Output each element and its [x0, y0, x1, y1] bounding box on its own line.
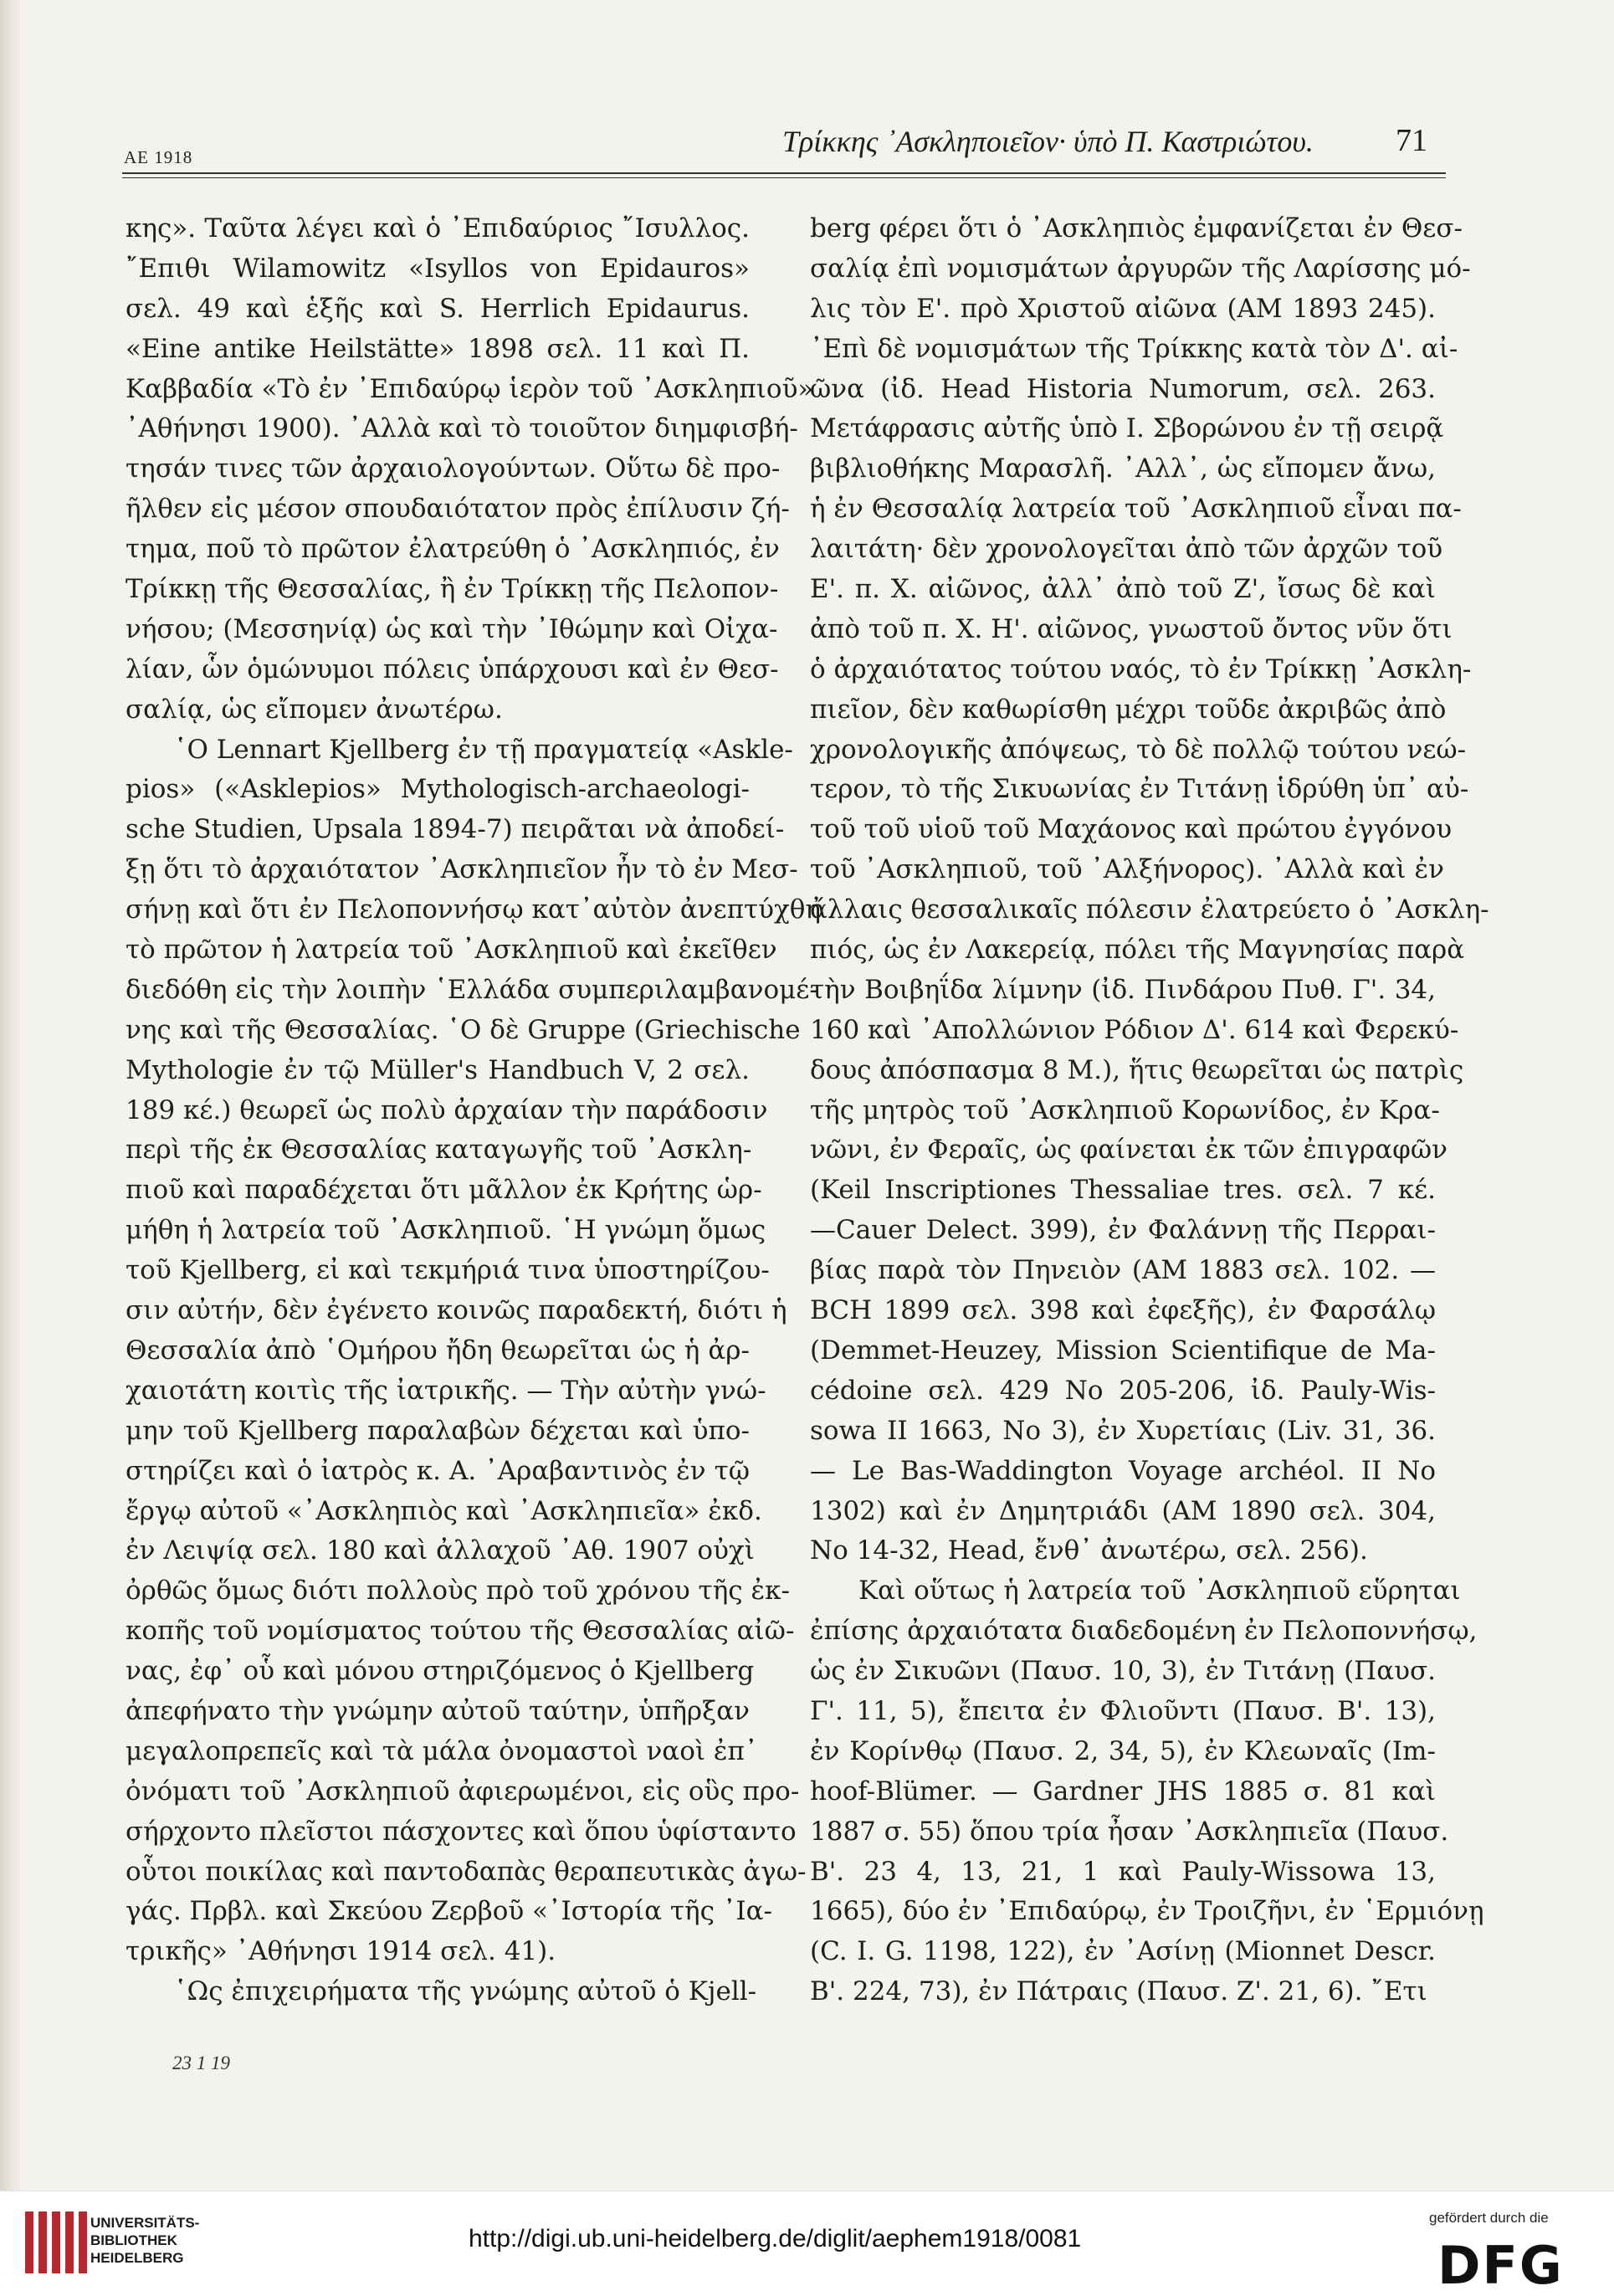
- text-line: 1665), δύο ἐν ᾿Επιδαύρῳ, ἐν Τροιζῆνι, ἐν ῾Ερμιόνῃ: [810, 1896, 1484, 1927]
- text-line: σιν αὐτήν, δὲν ἐγένετο κοινῶς παραδεκτή, διότι ἡ: [126, 1295, 787, 1326]
- text-line: Καὶ οὕτως ἡ λατρεία τοῦ ᾿Ασκληπιοῦ εὕρηται: [858, 1576, 1461, 1607]
- text-line: ἀπεφήνατο τὴν γνώμην αὐτοῦ ταύτην, ὑπῆρξαν: [126, 1695, 750, 1726]
- left-text-column: [126, 209, 821, 2012]
- text-line: χρονολογικῆς ἀπόψεως, τὸ δὲ πολλῷ τούτου νεώ-: [810, 734, 1467, 765]
- text-line: κοπῆς τοῦ νομίσματος τούτου τῆς Θεσσαλίας αἰῶ-: [126, 1616, 795, 1647]
- text-line: μεγαλοπρεπεῖς καὶ τὰ μάλα ὀνομαστοὶ ναοὶ ἐπ᾽: [126, 1735, 758, 1766]
- text-line: ῎Επιθι Wilamowitz «Isyllos von Epidauros»: [126, 253, 750, 284]
- library-name-line: HEIDELBERG: [90, 2250, 184, 2266]
- text-line: στηρίζει καὶ ὁ ἰατρὸς κ. Α. ᾿Αραβαντινὸς ἐν τῷ: [126, 1455, 750, 1486]
- text-line: (C. I. G. 1198, 122), ἐν ᾿Ασίνῃ (Mionnet Descr.: [810, 1936, 1436, 1967]
- text-line: σαλίᾳ ἐπὶ νομισμάτων ἀργυρῶν τῆς Λαρίσσης μό-: [810, 253, 1471, 284]
- text-line: λις τὸν Ε'. πρὸ Χριστοῦ αἰῶνα (ΑΜ 1893 245).: [810, 293, 1436, 324]
- text-line: hoof-Blümer. — Gardner JHS 1885 σ. 81 καὶ: [810, 1776, 1436, 1807]
- text-line: δους ἀπόσπασμα 8 Μ.), ἥτις θεωρεῖται ὡς πατρὶς: [810, 1054, 1464, 1085]
- text-line: ᾿Αθήνησι 1900). ᾿Αλλὰ καὶ τὸ τοιοῦτον διημφισβή-: [126, 413, 798, 444]
- text-line: ῆλθεν εἰς μέσον σπουδαιότατον πρὸς ἐπίλυσιν ζή-: [126, 494, 790, 525]
- text-line: λαιτάτη· δὲν χρονολογεῖται ἀπὸ τῶν ἀρχῶν τοῦ: [810, 534, 1443, 565]
- text-line: ὡς ἐν Σικυῶνι (Παυσ. 10, 3), ἐν Τιτάνῃ (Παυσ.: [810, 1656, 1436, 1687]
- text-line: Mythologie ἐν τῷ Müller's Handbuch V, 2 σελ.: [126, 1054, 750, 1085]
- text-line: ἐν Λειψίᾳ σελ. 180 καὶ ἀλλαχοῦ ᾿Αθ. 1907 οὐχὶ: [126, 1535, 755, 1566]
- page-number: 71: [1396, 123, 1427, 158]
- text-line: μήθη ἡ λατρεία τοῦ ᾿Ασκληπιοῦ. ῾Η γνώμη ὅμως: [126, 1215, 766, 1246]
- dfg-logo: DFG: [1437, 2235, 1564, 2296]
- text-line: χαιοτάτη κοιτὶς τῆς ἰατρικῆς. — Τὴν αὐτὴν γνώ-: [126, 1375, 766, 1406]
- printer-signature-mark: 23 1 19: [172, 2053, 230, 2073]
- text-line: ἀπὸ τοῦ π. Χ. Η'. αἰῶνος, γνωστοῦ ὄντος νῦν ὅτι: [810, 613, 1453, 644]
- text-line: BCH 1899 σελ. 398 καὶ ἐφεξῆς), ἐν Φαρσάλῳ: [810, 1295, 1436, 1326]
- text-line: περὶ τῆς ἐκ Θεσσαλίας καταγωγῆς τοῦ ᾿Ασκλη-: [126, 1135, 752, 1166]
- text-line: λίαν, ὧν ὁμώνυμοι πόλεις ὑπάρχουσι καὶ ἐν Θεσ-: [126, 653, 779, 684]
- text-line: τὴν Βοιβηΐδα λίμνην (ἰδ. Πινδάρου Πυθ. Γ'. 34,: [810, 974, 1436, 1005]
- text-line: σελ. 49 καὶ ἑξῆς καὶ S. Herrlich Epidaurus.: [126, 293, 750, 324]
- text-line: τὸ πρῶτον ἡ λατρεία τοῦ ᾿Ασκληπιοῦ καὶ ἐκεῖθεν: [126, 935, 777, 966]
- journal-volume-label: ΑΕ 1918: [124, 147, 193, 167]
- text-line: 160 καὶ ᾿Απολλώνιον Ρόδιον Δ'. 614 καὶ Φερεκύ-: [810, 1014, 1459, 1045]
- text-line: νης καὶ τῆς Θεσσαλίας. ῾Ο δὲ Gruppe (Griechische: [126, 1014, 801, 1045]
- text-line: 189 κέ.) θεωρεῖ ὡς πολὺ ἀρχαίαν τὴν παράδοσιν: [126, 1094, 768, 1125]
- logo-bar: [65, 2211, 74, 2273]
- text-line: ῾Ως ἐπιχειρήματα τῆς γνώμης αὐτοῦ ὁ Kjell-: [174, 1976, 757, 2007]
- text-line: βίας παρὰ τὸν Πηνειὸν (ΑΜ 1883 σελ. 102. —: [810, 1255, 1436, 1286]
- text-line: τρικῆς» ᾿Αθήνησι 1914 σελ. 41).: [126, 1936, 556, 1967]
- text-line: (Demmet-Heuzey, Mission Scientifique de Ma-: [810, 1335, 1436, 1366]
- right-text-column: [810, 209, 1489, 2012]
- running-head-title: Τρίκκης ᾽Ασκληποιεῖον· ὑπὸ Π. Καστριώτου.: [782, 125, 1314, 158]
- logo-bar: [79, 2211, 87, 2273]
- text-line: νας, ἐφ᾽ οὗ καὶ μόνου στηριζόμενος ὁ Kjellberg: [126, 1656, 755, 1687]
- text-line: Θεσσαλία ἀπὸ ῾Ομήρου ἤδη θεωρεῖται ὡς ἡ ἀρ-: [126, 1335, 750, 1366]
- text-line: τῆς μητρὸς τοῦ ᾿Ασκληπιοῦ Κορωνίδος, ἐν Κρα-: [810, 1094, 1440, 1125]
- text-line: πιεῖον, δὲν καθωρίσθη μέχρι τοῦδε ἀκριβῶς ἀπὸ: [810, 694, 1447, 725]
- logo-bar: [38, 2211, 47, 2273]
- text-line: κης». Ταῦτα λέγει καὶ ὁ ᾿Επιδαύριος ῎Ισυλλος.: [126, 213, 750, 243]
- text-line: ὀνόματι τοῦ ᾿Ασκληπιοῦ ἀφιερωμένοι, εἰς οὓς προ-: [126, 1776, 800, 1807]
- text-line: 1887 σ. 55) ὅπου τρία ἦσαν ᾿Ασκληπιεῖα (Παυσ.: [810, 1816, 1449, 1847]
- text-line: Νο 14-32, Head, ἔνθ᾽ ἀνωτέρω, σελ. 256).: [810, 1535, 1368, 1566]
- logo-bar: [52, 2211, 60, 2273]
- text-line: βιβλιοθήκης Μαρασλῆ. ᾿Αλλ᾽, ὡς εἴπομεν ἄνω,: [810, 454, 1436, 484]
- text-line: ἐπίσης ἀρχαιότατα διαδεδομένη ἐν Πελοποννήσῳ,: [810, 1616, 1478, 1647]
- text-line: —Cauer Delect. 399), ἐν Φαλάννῃ τῆς Περραι-: [810, 1215, 1436, 1246]
- text-line: τησάν τινες τῶν ἀρχαιολογούντων. Οὕτω δὲ προ-: [126, 454, 781, 484]
- header-rule-bottom: [122, 177, 1446, 178]
- text-line: ξῃ ὅτι τὸ ἀρχαιότατον ᾿Ασκληπιεῖον ἦν τὸ ἐν Μεσ-: [126, 854, 798, 885]
- library-name-line: BIBLIOTHEK: [90, 2232, 177, 2248]
- text-line: τημα, ποῦ τὸ πρῶτον ἐλατρεύθη ὁ ᾿Ασκληπιός, ἐν: [126, 534, 780, 565]
- funded-by-label: gefördert durch die: [1429, 2210, 1549, 2226]
- text-line: berg φέρει ὅτι ὁ ᾿Ασκληπιὸς ἐμφανίζεται ἐν Θεσ-: [810, 213, 1463, 243]
- text-line: pios» («Asklepios» Mythologisch-archaeologi-: [126, 774, 750, 805]
- text-line: (Keil Inscriptiones Thessaliae tres. σελ. 7 κέ.: [810, 1175, 1436, 1206]
- text-line: Γ'. 11, 5), ἔπειτα ἐν Φλιοῦντι (Παυσ. Β'. 13),: [810, 1695, 1436, 1726]
- text-line: Τρίκκῃ τῆς Θεσσαλίας, ἢ ἐν Τρίκκῃ τῆς Πελοπον-: [126, 574, 779, 605]
- text-line: ῶνα (ἰδ. Head Historia Numorum, σελ. 263.: [810, 373, 1436, 404]
- text-line: Ε'. π. Χ. αἰῶνος, ἀλλ᾽ ἀπὸ τοῦ Ζ', ἴσως δὲ καὶ: [810, 574, 1436, 605]
- text-line: Μετάφρασις αὐτῆς ὑπὸ Ι. Σβορώνου ἐν τῇ σειρᾷ: [810, 413, 1444, 444]
- scan-edge-shadow: [0, 0, 22, 2192]
- text-line: Β'. 23 4, 13, 21, 1 καὶ Pauly-Wissowa 13,: [810, 1856, 1436, 1887]
- text-line: νήσου; (Μεσσηνίᾳ) ὡς καὶ τὴν ᾿Ιθώμην καὶ Οἰχα-: [126, 613, 778, 644]
- text-line: τοῦ Kjellberg, εἰ καὶ τεκμήριά τινα ὑποστηρίζου-: [126, 1255, 770, 1286]
- text-line: — Le Bas-Waddington Voyage archéol. II Νο: [810, 1455, 1436, 1486]
- text-line: σαλίᾳ, ὡς εἴπομεν ἀνωτέρω.: [126, 694, 503, 725]
- text-line: νῶνι, ἐν Φεραῖς, ὡς φαίνεται ἐκ τῶν ἐπιγραφῶν: [810, 1135, 1447, 1166]
- text-line: «Eine antike Heilstätte» 1898 σελ. 11 καὶ Π.: [126, 333, 750, 364]
- text-line: 1302) καὶ ἐν Δημητριάδι (ΑΜ 1890 σελ. 304,: [810, 1495, 1436, 1526]
- library-name: [90, 2214, 199, 2267]
- text-line: ἡ ἐν Θεσσαλίᾳ λατρεία τοῦ ᾿Ασκληπιοῦ εἶναι πα-: [810, 494, 1462, 525]
- header-rule-top: [122, 172, 1446, 174]
- text-line: Β'. 224, 73), ἐν Πάτραις (Παυσ. Ζ'. 21, 6). ῎Ετι: [810, 1976, 1427, 2007]
- text-line: ἔργῳ αὐτοῦ «᾿Ασκληπιὸς καὶ ᾿Ασκληπιεῖα» ἐκδ.: [126, 1495, 762, 1526]
- text-line: πιός, ὡς ἐν Λακερείᾳ, πόλει τῆς Μαγνησίας παρὰ: [810, 935, 1465, 966]
- digitization-footer: [0, 2191, 1614, 2296]
- text-line: τερον, τὸ τῆς Σικυωνίας ἐν Τιτάνῃ ἱδρύθη ὑπ᾽ αὐ-: [810, 774, 1469, 805]
- text-line: ᾿Επὶ δὲ νομισμάτων τῆς Τρίκκης κατὰ τὸν Δ'. αἰ-: [810, 333, 1458, 364]
- text-line: διεδόθη εἰς τὴν λοιπὴν ῾Ελλάδα συμπεριλαμβανομέ-: [126, 974, 818, 1005]
- text-line: πιοῦ καὶ παραδέχεται ὅτι μᾶλλον ἐκ Κρήτης ὡρ-: [126, 1175, 762, 1206]
- text-line: γάς. Πρβλ. καὶ Σκεύου Ζερβοῦ «᾿Ιστορία τῆς ᾿Ια-: [126, 1896, 773, 1927]
- text-line: ὁ ἀρχαιότατος τούτου ναός, τὸ ἐν Τρίκκῃ ᾿Ασκλη-: [810, 653, 1472, 684]
- text-line: οὗτοι ποικίλας καὶ παντοδαπὰς θεραπευτικὰς ἀγω-: [126, 1856, 807, 1887]
- text-line: ὀρθῶς ὅμως διότι πολλοὺς πρὸ τοῦ χρόνου τῆς ἐκ-: [126, 1576, 790, 1607]
- text-line: cédoine σελ. 429 Νο 205-206, ἰδ. Pauly-Wis-: [810, 1375, 1436, 1406]
- text-line: μην τοῦ Kjellberg παραλαβὼν δέχεται καὶ ὑπο-: [126, 1415, 750, 1446]
- text-line: σήρχοντο πλεῖστοι πάσχοντες καὶ ὅπου ὑφίσταντο: [126, 1816, 797, 1847]
- text-line: sowa II 1663, Νο 3), ἐν Χυρετίαις (Liv. 31, 36.: [810, 1415, 1436, 1446]
- text-line: ῾Ο Lennart Kjellberg ἐν τῇ πραγματείᾳ «Askle-: [174, 734, 793, 765]
- text-line: ἐν Κορίνθῳ (Παυσ. 2, 34, 5), ἐν Κλεωναῖς (Im-: [810, 1735, 1436, 1766]
- permalink-url[interactable]: http://digi.ub.uni-heidelberg.de/diglit/aephem1918/0081: [469, 2225, 1082, 2252]
- logo-bar: [25, 2211, 33, 2273]
- text-line: τοῦ ᾿Ασκληπιοῦ, τοῦ ᾿Αλξήνορος). ᾿Αλλὰ καὶ ἐν: [810, 854, 1444, 885]
- text-line: ἄλλαις θεσσαλικαῖς πόλεσιν ἐλατρεύετο ὁ ᾿Ασκλη-: [810, 894, 1489, 925]
- text-line: τοῦ τοῦ υἱοῦ τοῦ Μαχάονος καὶ πρώτου ἐγγόνου: [810, 814, 1453, 845]
- text-line: σήνῃ καὶ ὅτι ἐν Πελοποννήσῳ κατ᾽αὐτὸν ἀνεπτύχθη: [126, 894, 821, 925]
- library-name-line: UNIVERSITÄTS-: [90, 2215, 200, 2231]
- text-line: sche Studien, Upsala 1894-7) πειρᾶται νὰ ἀποδεί-: [126, 814, 785, 845]
- text-line: Καββαδία «Τὸ ἐν ᾿Επιδαύρῳ ἱερὸν τοῦ ᾿Ασκληπιοῦ»: [126, 373, 814, 404]
